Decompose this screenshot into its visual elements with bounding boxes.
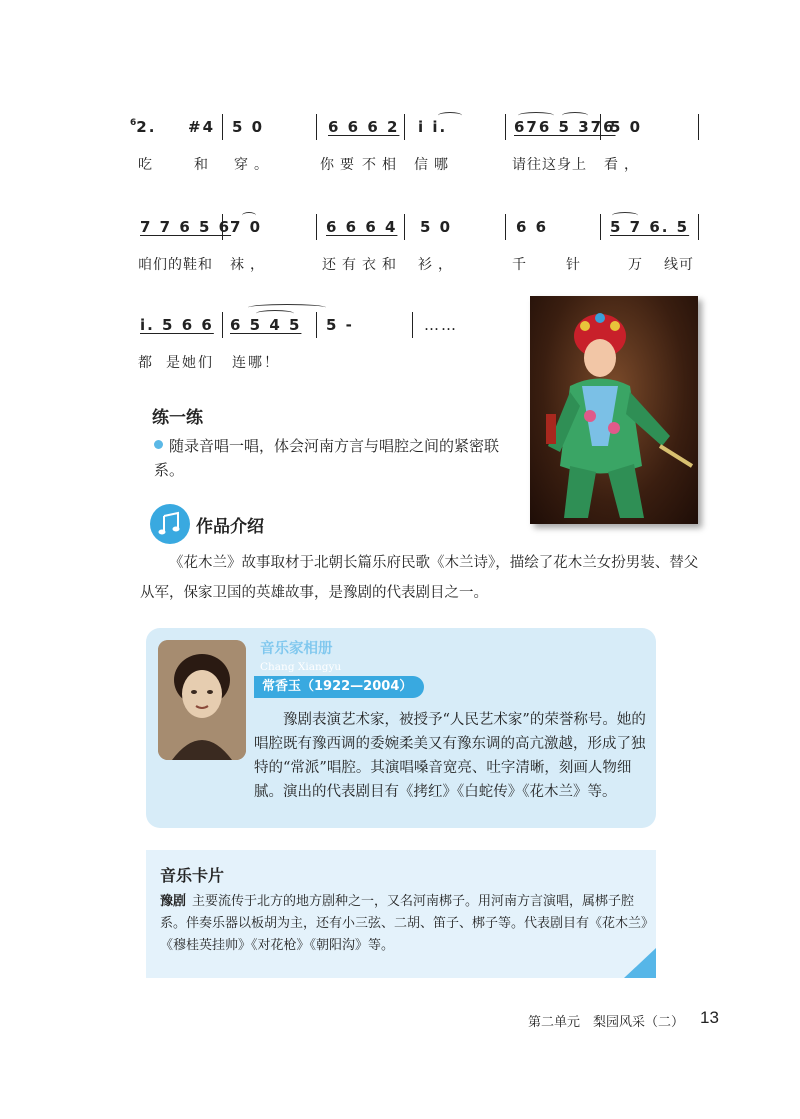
music-card-title: 音乐卡片 <box>160 866 225 885</box>
lyric: 咱们的鞋和 <box>138 257 213 273</box>
score-note: $^6$2. <box>130 118 157 136</box>
score-note: 676 5 376 <box>514 118 616 136</box>
slur <box>612 212 638 219</box>
lyric: 衫， <box>418 257 458 273</box>
lyric: 连哪！ <box>232 355 280 371</box>
musician-name-tag: 常香玉（1922—2004） <box>254 676 424 698</box>
card-term: 豫剧 <box>160 894 187 909</box>
bar-line <box>412 312 413 338</box>
page-number: 13 <box>700 1008 719 1027</box>
bar-line <box>316 312 317 338</box>
score-note: i i. <box>418 118 448 136</box>
bar-line <box>505 214 506 240</box>
bar-line <box>316 214 317 240</box>
score-note: …… <box>424 316 458 334</box>
lyric: 吃 <box>138 157 158 173</box>
bar-line <box>600 214 601 240</box>
lyric: 是她们 <box>166 355 214 371</box>
score-note: 6 6 6 2 <box>328 118 400 136</box>
score-note: 5 7 6. 5 <box>610 218 690 236</box>
bar-line <box>600 114 601 140</box>
musician-portrait <box>158 640 246 760</box>
bar-line <box>698 114 699 140</box>
lyric: 衣和 <box>362 257 402 273</box>
bar-line <box>404 214 405 240</box>
music-card-text: 豫剧 主要流传于北方的地方剧种之一，又名河南梆子。用河南方言演唱，属梆子腔系。伴奏乐器以板胡为主，还有小三弦、二胡、笛子、梆子等。代表剧目有《花木兰》《穆桂英挂帅》《对花枪》《朝阳沟》等。 <box>160 894 648 953</box>
score-note: 5 0 <box>232 118 265 136</box>
bullet-icon <box>154 440 163 449</box>
score-note: 6 6 <box>516 218 549 236</box>
slur <box>562 112 588 119</box>
musician-pinyin: Chang Xiangyu <box>260 661 342 673</box>
practice-text: 随录音唱一唱，体会河南方言与唱腔之间的紧密联系。 <box>154 437 500 479</box>
intro-text: 《花木兰》故事取材于北朝长篇乐府民歌《木兰诗》，描绘了花木兰女扮男装、替父从军，保家卫国的英雄故事，是豫剧的代表剧目之一。 <box>140 555 699 601</box>
lyric: 不相 <box>362 157 402 173</box>
bar-line <box>404 114 405 140</box>
slur <box>242 212 256 219</box>
lyric: 针 <box>566 257 586 273</box>
bar-line <box>505 114 506 140</box>
lyric: 看， <box>604 157 644 173</box>
score-note: #4 <box>188 118 216 136</box>
lyric: 请往这身上 <box>512 157 587 173</box>
bar-line <box>698 214 699 240</box>
score-line-1 <box>0 118 800 188</box>
lyric: 万 <box>628 257 648 273</box>
lyric: 千 <box>512 257 532 273</box>
unit-footer: 第二单元 梨园风采（二） <box>528 1015 685 1030</box>
opera-performer-photo <box>530 296 698 524</box>
score-note: 6 5 4 5 <box>230 316 302 334</box>
slur <box>438 112 462 119</box>
lyric: 线可 <box>664 257 694 273</box>
score-line-2 <box>0 218 800 288</box>
opera-performer-illustration <box>530 296 698 524</box>
music-note-icon <box>150 504 190 544</box>
score-note: 5 0 <box>420 218 453 236</box>
lyric: 袜， <box>230 257 270 273</box>
intro-title: 作品介绍 <box>196 517 264 537</box>
score-note: 5 0 <box>610 118 643 136</box>
bar-line <box>222 114 223 140</box>
score-note: 6 6 6 4 <box>326 218 398 236</box>
lyric: 都 <box>138 355 158 371</box>
score-note: i. 5 6 6 <box>140 316 214 334</box>
score-note: 7 0 <box>230 218 263 236</box>
musician-bio: 豫剧表演艺术家，被授予“人民艺术家”的荣誉称号。她的唱腔既有豫西调的委婉柔美又有豫东调的高亢激越，形成了独特的“常派”唱腔。其演唱嗓音宽亮、吐字清晰，刻画人物细腻。演出的代表剧目有《拷红》《白蛇传》《花木兰》等。 <box>254 712 646 800</box>
lyric: 和 <box>194 157 214 173</box>
album-title: 音乐家相册 <box>260 641 333 657</box>
bar-line <box>222 312 223 338</box>
slur <box>518 112 554 119</box>
lyric: 穿。 <box>234 157 274 173</box>
score-note: 5 - <box>326 316 354 334</box>
bar-line <box>222 214 223 240</box>
lyric: 还有 <box>322 257 362 273</box>
lyric: 信哪 <box>414 157 454 173</box>
lyric: 你要 <box>320 157 360 173</box>
slur <box>256 310 294 317</box>
practice-title: 练一练 <box>152 408 203 428</box>
score-note: 7 7 6 5 6 <box>140 218 232 236</box>
bar-line <box>316 114 317 140</box>
